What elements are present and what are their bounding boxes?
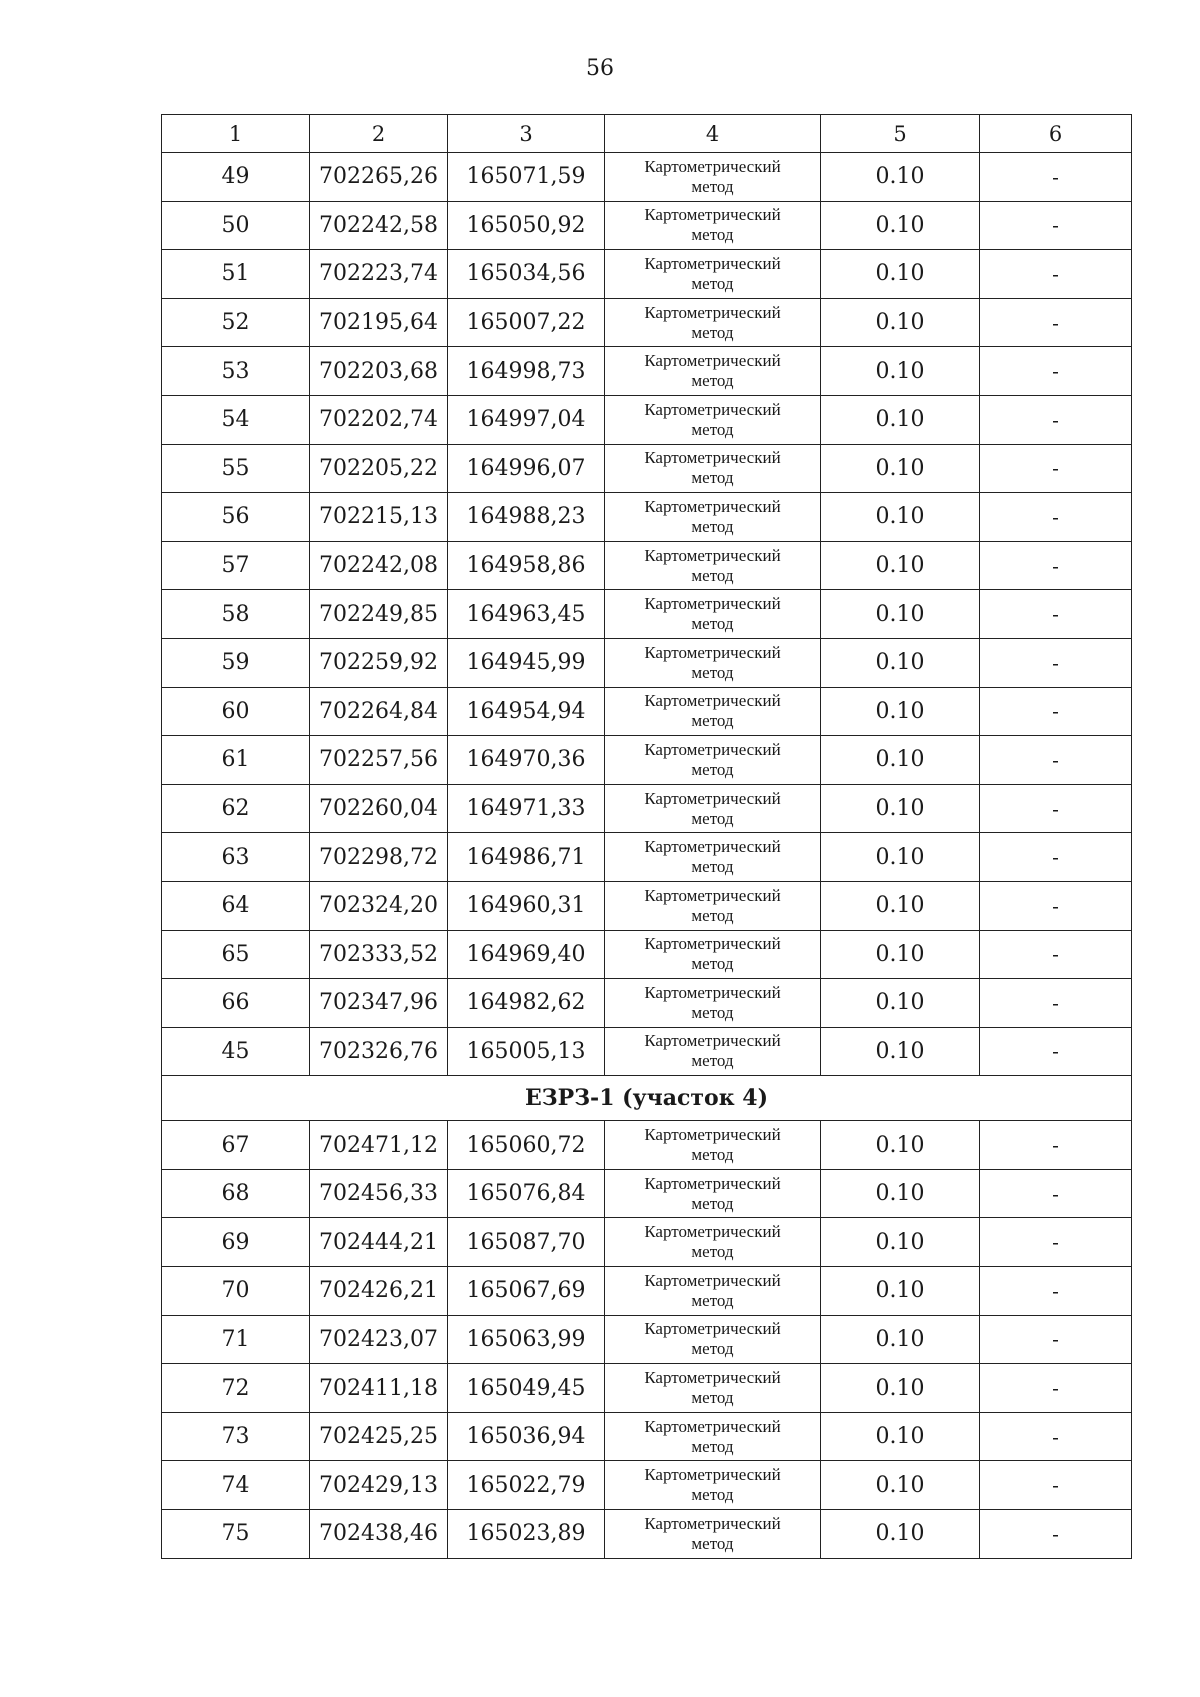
point-number-cell: 67 [162, 1121, 310, 1170]
note-cell: - [980, 930, 1132, 979]
method-line-2: метод [691, 322, 734, 342]
x-coordinate-cell: 702202,74 [310, 395, 448, 444]
method-line-1: Картометрический [644, 205, 781, 225]
table-row [162, 833, 1132, 882]
method-cell [605, 298, 821, 347]
method-cell [605, 1121, 821, 1170]
method-line-1: Картометрический [644, 351, 781, 371]
method-cell [605, 736, 821, 785]
y-coordinate-cell: 164954,94 [448, 687, 605, 736]
y-coordinate-cell: 165067,69 [448, 1267, 605, 1316]
x-coordinate-cell: 702223,74 [310, 250, 448, 299]
point-number-cell: 68 [162, 1169, 310, 1218]
point-number-cell: 55 [162, 444, 310, 493]
accuracy-cell: 0.10 [821, 298, 980, 347]
accuracy-cell: 0.10 [821, 881, 980, 930]
x-coordinate-cell: 702242,08 [310, 541, 448, 590]
point-number-cell: 72 [162, 1364, 310, 1413]
method-line-2: метод [691, 273, 734, 293]
accuracy-cell: 0.10 [821, 1461, 980, 1510]
accuracy-cell: 0.10 [821, 444, 980, 493]
x-coordinate-cell: 702444,21 [310, 1218, 448, 1267]
method-line-1: Картометрический [644, 399, 781, 419]
note-cell: - [980, 541, 1132, 590]
method-line-2: метод [691, 225, 734, 245]
header-row [162, 115, 1132, 153]
method-line-2: метод [691, 662, 734, 682]
table-row [162, 1412, 1132, 1461]
y-coordinate-cell: 164969,40 [448, 930, 605, 979]
x-coordinate-cell: 702438,46 [310, 1510, 448, 1559]
accuracy-cell: 0.10 [821, 153, 980, 202]
point-number-cell: 60 [162, 687, 310, 736]
note-cell: - [980, 687, 1132, 736]
table-row [162, 638, 1132, 687]
section-title: ЕЗРЗ-1 (участок 4) [162, 1076, 1132, 1121]
method-cell [605, 1315, 821, 1364]
y-coordinate-cell: 165049,45 [448, 1364, 605, 1413]
method-cell [605, 250, 821, 299]
note-cell: - [980, 395, 1132, 444]
accuracy-cell: 0.10 [821, 1027, 980, 1076]
x-coordinate-cell: 702411,18 [310, 1364, 448, 1413]
note-cell: - [980, 347, 1132, 396]
accuracy-cell: 0.10 [821, 979, 980, 1028]
method-line-2: метод [691, 711, 734, 731]
note-cell: - [980, 638, 1132, 687]
method-cell [605, 1364, 821, 1413]
table-row [162, 493, 1132, 542]
method-cell [605, 493, 821, 542]
x-coordinate-cell: 702257,56 [310, 736, 448, 785]
table-row [162, 153, 1132, 202]
note-cell: - [980, 784, 1132, 833]
method-line-1: Картометрический [644, 739, 781, 759]
accuracy-cell: 0.10 [821, 1169, 980, 1218]
x-coordinate-cell: 702423,07 [310, 1315, 448, 1364]
method-line-1: Картометрический [644, 691, 781, 711]
method-line-1: Картометрический [644, 885, 781, 905]
table-row [162, 979, 1132, 1028]
note-cell: - [980, 1412, 1132, 1461]
method-line-1: Картометрический [644, 982, 781, 1002]
column-header: 2 [310, 115, 448, 153]
x-coordinate-cell: 702203,68 [310, 347, 448, 396]
method-cell [605, 444, 821, 493]
table-row [162, 687, 1132, 736]
note-cell: - [980, 1121, 1132, 1170]
point-number-cell: 50 [162, 201, 310, 250]
method-line-2: метод [691, 857, 734, 877]
x-coordinate-cell: 702456,33 [310, 1169, 448, 1218]
method-line-1: Картометрический [644, 253, 781, 273]
y-coordinate-cell: 165023,89 [448, 1510, 605, 1559]
y-coordinate-cell: 164970,36 [448, 736, 605, 785]
method-line-2: метод [691, 371, 734, 391]
method-cell [605, 153, 821, 202]
note-cell: - [980, 881, 1132, 930]
point-number-cell: 74 [162, 1461, 310, 1510]
note-cell: - [980, 833, 1132, 882]
y-coordinate-cell: 165063,99 [448, 1315, 605, 1364]
y-coordinate-cell: 165050,92 [448, 201, 605, 250]
x-coordinate-cell: 702426,21 [310, 1267, 448, 1316]
x-coordinate-cell: 702264,84 [310, 687, 448, 736]
method-line-2: метод [691, 565, 734, 585]
method-line-1: Картометрический [644, 302, 781, 322]
method-cell [605, 1027, 821, 1076]
column-header: 4 [605, 115, 821, 153]
accuracy-cell: 0.10 [821, 687, 980, 736]
point-number-cell: 73 [162, 1412, 310, 1461]
note-cell: - [980, 1315, 1132, 1364]
method-line-1: Картометрический [644, 642, 781, 662]
method-line-1: Картометрический [644, 496, 781, 516]
method-line-2: метод [691, 1485, 734, 1505]
method-line-2: метод [691, 808, 734, 828]
method-line-2: метод [691, 1388, 734, 1408]
x-coordinate-cell: 702195,64 [310, 298, 448, 347]
column-header: 6 [980, 115, 1132, 153]
accuracy-cell: 0.10 [821, 1510, 980, 1559]
method-line-1: Картометрический [644, 1319, 781, 1339]
note-cell: - [980, 153, 1132, 202]
method-cell [605, 687, 821, 736]
column-header: 5 [821, 115, 980, 153]
table-row [162, 881, 1132, 930]
table-row [162, 444, 1132, 493]
y-coordinate-cell: 165076,84 [448, 1169, 605, 1218]
accuracy-cell: 0.10 [821, 250, 980, 299]
table-row [162, 930, 1132, 979]
note-cell: - [980, 1027, 1132, 1076]
x-coordinate-cell: 702215,13 [310, 493, 448, 542]
table-row [162, 1121, 1132, 1170]
column-header: 3 [448, 115, 605, 153]
method-line-1: Картометрический [644, 594, 781, 614]
method-line-2: метод [691, 1051, 734, 1071]
method-line-1: Картометрический [644, 837, 781, 857]
method-cell [605, 1169, 821, 1218]
x-coordinate-cell: 702324,20 [310, 881, 448, 930]
note-cell: - [980, 1364, 1132, 1413]
point-number-cell: 61 [162, 736, 310, 785]
y-coordinate-cell: 165034,56 [448, 250, 605, 299]
y-coordinate-cell: 164963,45 [448, 590, 605, 639]
note-cell: - [980, 1218, 1132, 1267]
method-line-2: метод [691, 516, 734, 536]
table-row [162, 1267, 1132, 1316]
coordinates-table-body [162, 115, 1132, 1559]
method-line-2: метод [691, 1290, 734, 1310]
method-cell [605, 1412, 821, 1461]
accuracy-cell: 0.10 [821, 541, 980, 590]
method-line-2: метод [691, 614, 734, 634]
note-cell: - [980, 1510, 1132, 1559]
point-number-cell: 70 [162, 1267, 310, 1316]
method-cell [605, 1267, 821, 1316]
table-row [162, 395, 1132, 444]
x-coordinate-cell: 702242,58 [310, 201, 448, 250]
method-line-2: метод [691, 1339, 734, 1359]
y-coordinate-cell: 165007,22 [448, 298, 605, 347]
table-row [162, 201, 1132, 250]
point-number-cell: 63 [162, 833, 310, 882]
accuracy-cell: 0.10 [821, 1364, 980, 1413]
accuracy-cell: 0.10 [821, 638, 980, 687]
method-line-1: Картометрический [644, 1031, 781, 1051]
y-coordinate-cell: 164945,99 [448, 638, 605, 687]
point-number-cell: 58 [162, 590, 310, 639]
table-row [162, 1218, 1132, 1267]
table-row [162, 347, 1132, 396]
table-row [162, 1315, 1132, 1364]
method-line-1: Картометрический [644, 788, 781, 808]
x-coordinate-cell: 702425,25 [310, 1412, 448, 1461]
table-row [162, 1510, 1132, 1559]
method-line-2: метод [691, 176, 734, 196]
method-line-1: Картометрический [644, 448, 781, 468]
method-cell [605, 347, 821, 396]
method-line-1: Картометрический [644, 1125, 781, 1145]
table-row [162, 541, 1132, 590]
x-coordinate-cell: 702259,92 [310, 638, 448, 687]
method-line-2: метод [691, 1145, 734, 1165]
accuracy-cell: 0.10 [821, 395, 980, 444]
point-number-cell: 64 [162, 881, 310, 930]
y-coordinate-cell: 165060,72 [448, 1121, 605, 1170]
y-coordinate-cell: 164982,62 [448, 979, 605, 1028]
note-cell: - [980, 736, 1132, 785]
x-coordinate-cell: 702333,52 [310, 930, 448, 979]
point-number-cell: 71 [162, 1315, 310, 1364]
x-coordinate-cell: 702265,26 [310, 153, 448, 202]
point-number-cell: 56 [162, 493, 310, 542]
x-coordinate-cell: 702326,76 [310, 1027, 448, 1076]
point-number-cell: 66 [162, 979, 310, 1028]
y-coordinate-cell: 164986,71 [448, 833, 605, 882]
y-coordinate-cell: 164997,04 [448, 395, 605, 444]
method-cell [605, 833, 821, 882]
note-cell: - [980, 250, 1132, 299]
table-row [162, 1169, 1132, 1218]
method-line-1: Картометрический [644, 1368, 781, 1388]
column-header: 1 [162, 115, 310, 153]
method-cell [605, 930, 821, 979]
accuracy-cell: 0.10 [821, 347, 980, 396]
point-number-cell: 59 [162, 638, 310, 687]
method-line-1: Картометрический [644, 1465, 781, 1485]
method-line-2: метод [691, 1193, 734, 1213]
note-cell: - [980, 444, 1132, 493]
method-cell [605, 1461, 821, 1510]
x-coordinate-cell: 702249,85 [310, 590, 448, 639]
accuracy-cell: 0.10 [821, 493, 980, 542]
method-line-2: метод [691, 1242, 734, 1262]
method-cell [605, 784, 821, 833]
method-line-1: Картометрический [644, 1270, 781, 1290]
y-coordinate-cell: 165071,59 [448, 153, 605, 202]
y-coordinate-cell: 165087,70 [448, 1218, 605, 1267]
method-line-1: Картометрический [644, 1513, 781, 1533]
method-line-1: Картометрический [644, 934, 781, 954]
method-line-1: Картометрический [644, 1222, 781, 1242]
x-coordinate-cell: 702347,96 [310, 979, 448, 1028]
y-coordinate-cell: 165005,13 [448, 1027, 605, 1076]
method-cell [605, 1510, 821, 1559]
table-row [162, 250, 1132, 299]
accuracy-cell: 0.10 [821, 590, 980, 639]
y-coordinate-cell: 164988,23 [448, 493, 605, 542]
point-number-cell: 51 [162, 250, 310, 299]
method-line-2: метод [691, 1533, 734, 1553]
method-cell [605, 201, 821, 250]
x-coordinate-cell: 702471,12 [310, 1121, 448, 1170]
method-line-1: Картометрический [644, 1173, 781, 1193]
x-coordinate-cell: 702260,04 [310, 784, 448, 833]
table-row [162, 1364, 1132, 1413]
method-line-2: метод [691, 419, 734, 439]
accuracy-cell: 0.10 [821, 1267, 980, 1316]
coordinates-table [161, 114, 1132, 1559]
point-number-cell: 62 [162, 784, 310, 833]
y-coordinate-cell: 165036,94 [448, 1412, 605, 1461]
point-number-cell: 69 [162, 1218, 310, 1267]
note-cell: - [980, 201, 1132, 250]
method-cell [605, 395, 821, 444]
method-cell [605, 541, 821, 590]
y-coordinate-cell: 165022,79 [448, 1461, 605, 1510]
note-cell: - [980, 1267, 1132, 1316]
y-coordinate-cell: 164971,33 [448, 784, 605, 833]
page-number: 56 [586, 56, 614, 81]
note-cell: - [980, 298, 1132, 347]
table-row [162, 590, 1132, 639]
table-row [162, 1027, 1132, 1076]
table-row [162, 1461, 1132, 1510]
note-cell: - [980, 1169, 1132, 1218]
note-cell: - [980, 493, 1132, 542]
note-cell: - [980, 1461, 1132, 1510]
note-cell: - [980, 979, 1132, 1028]
point-number-cell: 53 [162, 347, 310, 396]
point-number-cell: 45 [162, 1027, 310, 1076]
section-title-row [162, 1076, 1132, 1121]
method-cell [605, 1218, 821, 1267]
method-line-2: метод [691, 954, 734, 974]
point-number-cell: 54 [162, 395, 310, 444]
method-cell [605, 881, 821, 930]
y-coordinate-cell: 164960,31 [448, 881, 605, 930]
method-cell [605, 590, 821, 639]
accuracy-cell: 0.10 [821, 1412, 980, 1461]
point-number-cell: 75 [162, 1510, 310, 1559]
y-coordinate-cell: 164998,73 [448, 347, 605, 396]
x-coordinate-cell: 702298,72 [310, 833, 448, 882]
table-row [162, 298, 1132, 347]
accuracy-cell: 0.10 [821, 930, 980, 979]
point-number-cell: 65 [162, 930, 310, 979]
method-line-2: метод [691, 468, 734, 488]
point-number-cell: 52 [162, 298, 310, 347]
method-line-1: Картометрический [644, 545, 781, 565]
accuracy-cell: 0.10 [821, 1218, 980, 1267]
method-line-2: метод [691, 1002, 734, 1022]
note-cell: - [980, 590, 1132, 639]
y-coordinate-cell: 164958,86 [448, 541, 605, 590]
point-number-cell: 57 [162, 541, 310, 590]
point-number-cell: 49 [162, 153, 310, 202]
accuracy-cell: 0.10 [821, 1315, 980, 1364]
x-coordinate-cell: 702429,13 [310, 1461, 448, 1510]
accuracy-cell: 0.10 [821, 833, 980, 882]
table-row [162, 736, 1132, 785]
method-cell [605, 979, 821, 1028]
accuracy-cell: 0.10 [821, 784, 980, 833]
accuracy-cell: 0.10 [821, 1121, 980, 1170]
method-line-1: Картометрический [644, 1416, 781, 1436]
table-row [162, 784, 1132, 833]
y-coordinate-cell: 164996,07 [448, 444, 605, 493]
method-cell [605, 638, 821, 687]
x-coordinate-cell: 702205,22 [310, 444, 448, 493]
accuracy-cell: 0.10 [821, 736, 980, 785]
method-line-2: метод [691, 1436, 734, 1456]
method-line-1: Картометрический [644, 156, 781, 176]
accuracy-cell: 0.10 [821, 201, 980, 250]
method-line-2: метод [691, 759, 734, 779]
method-line-2: метод [691, 905, 734, 925]
